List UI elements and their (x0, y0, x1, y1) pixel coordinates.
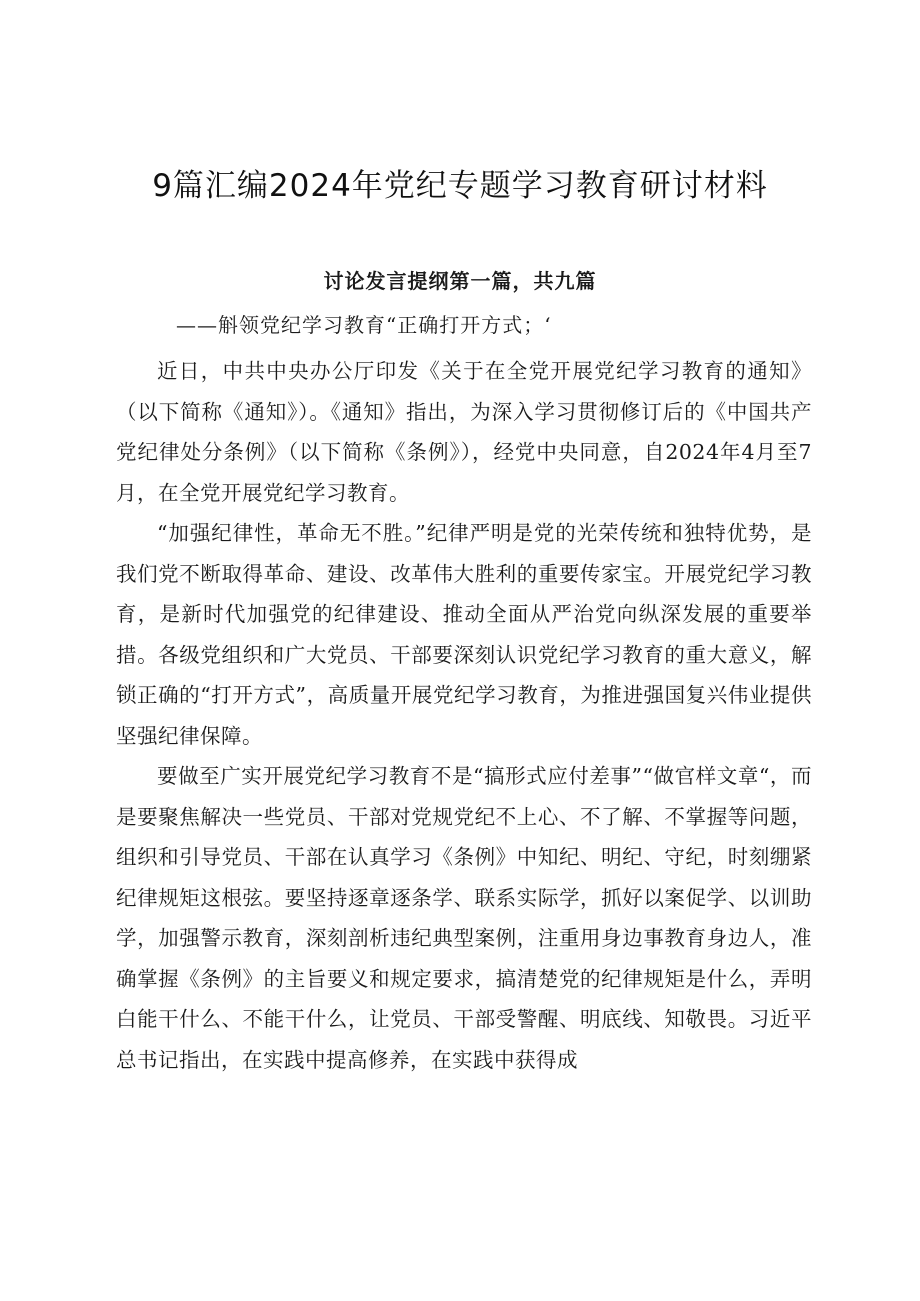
section-heading: 讨论发言提纲第一篇，共九篇 (323, 269, 597, 293)
paragraph: 近日，中共中央办公厅印发《关于在全党开展党纪学习教育的通知》（以下简称《通知》）。《通知》指出，为深入学习贯彻修订后的《中国共产党纪律处分条例》（以下简称《条例》），经党中央同意，自2024年4月至7月，在全党开展党纪学习教育。 (116, 359, 812, 505)
paragraph: “加强纪律性，革命无不胜。”纪律严明是党的光荣传统和独特优势，是我们党不断取得革命、建设、改革伟大胜利的重要传家宝。开展党纪学习教育，是新时代加强党的纪律建设、推动全面从严治党向纵深发展的重要举措。各级党组织和广大党员、干部要深刻认识党纪学习教育的重大意义，解锁正确的“打开方式”，高质量开展党纪学习教育，为推进强国复兴伟业提供坚强纪律保障。 (116, 521, 812, 748)
document-title: 9篇汇编2024年党纪专题学习教育研讨材料 (152, 168, 768, 204)
paragraph: 要做至广实开展党纪学习教育不是“搞形式应付差事”“做官样文章“，而是要聚焦解决一些党员、干部对党规党纪不上心、不了解、不掌握等问题，组织和引导党员、干部在认真学习《条例》中知纪、明纪、守纪，时刻绷紧纪律规矩这根弦。要坚持逐章逐条学、联系实际学，抓好以案促学、以训助学，加强警示教育，深刻剖析违纪典型案例，注重用身边事教育身边人，准确掌握《条例》的主旨要义和规定要求，搞清楚党的纪律规矩是什么，弄明白能干什么、不能干什么，让党员、干部受警醒、明底线、知敬畏。习近平总书记指出，在实践中提高修养，在实践中获得成 (116, 764, 812, 1072)
body-text (116, 351, 812, 1080)
section-subtitle: ——斛领党纪学习教育“正确打开方式；‘ (176, 313, 552, 337)
